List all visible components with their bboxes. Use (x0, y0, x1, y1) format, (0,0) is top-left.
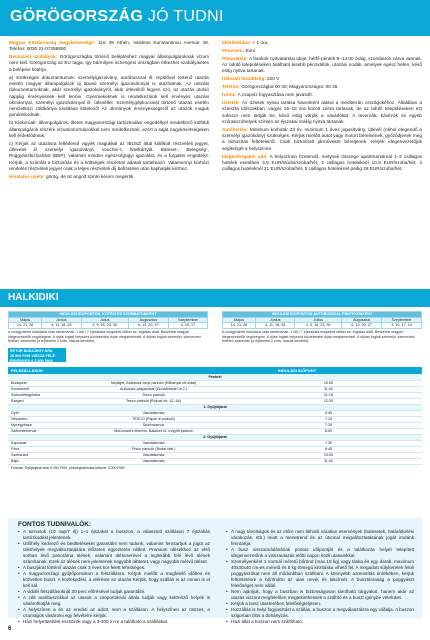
info-paragraph (222, 40, 422, 46)
info-text: Minimum korhatár 23 év, minimum 1 éves jogosítvány, útlevél (néhol elegendő a személyi igazolvány) szükséges. Kérjük mielőtt autót vagy motort bérelnének, győződjenek meg a biztosítás feltételeiről. Csak biztosított járműveket béreljenek. Kérjék idegenvezetőjük segítségét a helyszínen. (222, 126, 422, 151)
info-paragraph (9, 141, 209, 172)
city-cell: Veszprém (8, 416, 72, 422)
info-text: A helyszínen fizetendő, melynek összege apartmanoknál 1–2 csillagos hotelek esetében 3,5 EUR/stúdió/szoba/hét, 3 csillagos hoteleknél 10,5 EUR/szoba/hét, 4 csillagos hoteleknél 21 EUR/szoba/hét, 5 csillagos hoteleknél pedig 28 EUR/szoba/hét. (222, 153, 422, 172)
info-paragraph (222, 84, 422, 90)
list-item: • Személyenként 1 normál méretű bőrönd (max.18 kg) vagy táska és egy darab, maximum 40x30x40 cm-es méretű és 5 kg tömegű kézitáska vihető fel. A megadott súlykeretek felüli poggyászokat nem áll módunkban szállítani. A könnyebb azonosítás érdekében, kérjük feltüntetésre a bőröndön az utas nevét és lakcímét. A busztársaság a poggyászt felelőséget nem vállal. (226, 559, 414, 589)
price-date-row (9, 323, 208, 329)
important-info-box (8, 518, 422, 624)
info-paragraph (9, 54, 209, 73)
table-row (8, 458, 422, 464)
list-item: • A nagy távolságok és az előre nem látható váratlan események (balesetek, határátkelési várakozás, stb.) miatt a menetrend és az útvonal megváltoztatásának jogát irodánk fenntartja. (226, 529, 414, 547)
departures-table (8, 367, 422, 471)
right-info-column (222, 40, 422, 174)
month-cell: Augusztus (128, 317, 168, 323)
info-text: A csapvíz fogyasztása nem javasolt. (237, 92, 313, 98)
time-cell: 11:00 (235, 386, 422, 392)
time-cell: 11:15 (235, 392, 422, 398)
info-text: A bankok nyitvatartási ideje: hétfő-péntek 9–14.00 óráig, szombaton zárva vannak. Az üdülő településeken található kisebb pénzváltók, utazási irodák, amelyek egész héten, késő estig nyitva tartanak. (222, 55, 422, 74)
info-label: Ivóvíz: (222, 92, 237, 98)
list-item: • Útlőhely kedvező és beültetéseket garantálni nem tudunk, valamint fenntartjuk a jogot az üléshelyek megváltoztatására előzetes egyeztetés nélkül. Premium ülésekhez az első sorban lévő panoráma ülések, valamint üléscserével a leginkább felé lévő ülések számítanak. Ezek az ülések nem jelentenek nagyobb lábteret, vagy nagyobb mérvű üléset. (18, 541, 210, 565)
info-text: + 1 óra. (252, 40, 269, 45)
time-cell: 7:15 (235, 416, 422, 422)
return-ticket-box: RETÚR BUSZJEGY ÁRA 26.900 Ft/fő VISSZA FELÉ ÉRVÉNYES A 1.900 Ft/fő (8, 348, 66, 362)
price-note-right: A vízágyosheti indulások utak tartamának: 1 idő / 7 éjszakára megadott időket az, foglalás alatt. Beszélési magyar idegenvezetők segítségére. A díjbe foglalt helyszíni közlekedési díjak megismerését. A díjban foglalt személyi: szervezési feltétel, számolás (a díjfizetési 2 órás, utazás kezdete). (222, 330, 415, 344)
page-title (10, 8, 224, 26)
left-info-column (9, 40, 209, 182)
info-label: Időeltolódás: (222, 40, 252, 45)
time-cell: 10:00 (235, 452, 422, 458)
time-cell: 12:30 (235, 398, 422, 404)
info-label: Hálózati feszültség: (222, 76, 266, 82)
date-cell: 6, 13, 20, 27 (342, 323, 382, 329)
list-item: • A turnusok (10 nap/7 éj) 1–1 éjszakát a busszon, a választott szálláson 7 éjszakás tartózkodást jelentenek. (18, 529, 210, 541)
info-text: Görögországba történő beléptéshez magyar állampolgároknak vízum nem kell. Görögország az EU tagja, így bármilyen schengeni országban érkezhet szabályaiétes a belépési kötérja. (9, 54, 209, 72)
price-table-title: INDULÁSI IDŐPONTOK, KÖTÉSI ÉS SZOMBATONKÉNT (9, 312, 208, 318)
departures-note: Felárak: Gyűjtőjárat felár 5.000 Ft/fő, pótmegvalósítás kétszer 3.000 Ft/fő. (11, 465, 126, 470)
place-cell: Tesco parkoló (72, 392, 235, 398)
date-cell: 6, 13, 20, 27 (128, 323, 168, 329)
info-text: Euró (245, 47, 256, 53)
section-title: HALKIDIKI (8, 292, 59, 303)
place-cell: Autóbusz-pályaudvar (Dunaföldvári út 2.) (72, 386, 235, 392)
info-paragraph (9, 75, 209, 119)
info-paragraph (222, 154, 422, 173)
city-cell: Pécs (8, 446, 72, 452)
list-item: • A viddéi felszállásoknál 30 perc előrésével tudjuk garantálni. (18, 589, 210, 595)
group-title: Pénteki (8, 374, 422, 380)
tips-title: FONTOS TUDNIVALÓK: (18, 521, 92, 528)
tips-right-list (226, 529, 414, 625)
city-cell: Kiskunfélegyháza (8, 392, 72, 398)
time-cell: 8:00 (235, 428, 422, 434)
place-cell: Vasútállomás (72, 452, 235, 458)
month-cell: Szeptember (382, 317, 422, 323)
info-text: b) Kiskorúak: állampolgárok, illetve magyarországi tartózkodási engedéllyel rendelkező külföldi állampolgárok részére vízuminformációkkal nem rendelkezünk, ezért a saját nagykövetségeken kell érdeklődniük. (9, 120, 209, 138)
list-item: • Hozzállás is helyi fogyasztást a szállás, a buszon a megválasztásra egy vállalja. A buszon szigorúan tilos a dohányzás. (226, 607, 414, 619)
price-date-row (223, 323, 422, 329)
info-label: Hivatalos nyelv: (9, 173, 45, 179)
time-cell: 10:00 (235, 380, 422, 386)
title-suffix: JÓ TUDNI (147, 8, 224, 25)
departures-header-left: FELSZÁLLÁSOK (11, 368, 43, 373)
date-cell: 3, 10, 17 (168, 323, 207, 329)
info-label: Pénzváltás: (222, 55, 248, 61)
info-label: Üzletek: (222, 99, 240, 105)
info-label: Idegenforgalmi adó: (222, 153, 268, 159)
info-text: 220 V (267, 76, 280, 82)
departures-rows (8, 374, 422, 465)
city-cell: Szekszárd (8, 452, 72, 458)
time-cell: 11:00 (235, 458, 422, 464)
month-cell: Július (295, 317, 342, 323)
place-cell: Vasútállomás (72, 458, 235, 464)
city-cell: Kaposvár (8, 440, 72, 446)
info-label: Autóbérlés: (222, 126, 249, 132)
place-cell: Sportcsarnok (72, 422, 235, 428)
info-paragraph (222, 92, 422, 98)
month-cell: Július (81, 317, 128, 323)
list-item: • A buszjárat történő utazás csak 3 éves kor felett lehetséges. (18, 565, 210, 571)
list-item: • A célt autóbuszokkal az utasok a csoportoknál általa tudják vagy különöző helyek is vásárolhatják meg. (18, 595, 210, 607)
info-paragraph (222, 100, 422, 125)
list-item: • Házi helyettesítési eszközök vagy a 3-400 m-re a található a szálláskat. (18, 619, 210, 625)
time-cell: 7:30 (235, 422, 422, 428)
list-item: • A busz visszaindulásának pontos időpontját és a találkozás helyét telepített idegenvezetőnk a visszautazás előtti napon közli utasainkkal. (226, 547, 414, 559)
place-cell: TESCO (Pápai út parkoló) (72, 416, 235, 422)
list-item: • Nem ajánljuk, hogy a buszban is biztonságosan tárolható tárgyakat, hanem akár az utazás viszont megfelelően megtekinthessék a szállító és a buszt igénybe vételüket. (226, 589, 414, 601)
date-cell: 14, 21, 28 (9, 323, 42, 329)
departures-header (8, 367, 422, 374)
info-paragraph (9, 120, 209, 139)
info-paragraph (222, 56, 422, 75)
place-cell: Vasútállomás (72, 440, 235, 446)
date-cell: 14, 21, 28 (223, 323, 256, 329)
list-item: • Házi állat a buszon nem szállítható. (226, 619, 414, 625)
list-item: • Kérjük a busz utasterében felelőségteljesen. (226, 601, 414, 607)
month-cell: Augusztus (342, 317, 382, 323)
info-paragraph (9, 174, 209, 180)
info-text: görög, de az angolt szinte kérem megértik (46, 173, 134, 179)
list-item: • A helyszínen a és az eredeti az adott, sem a szálláson. A helyszínen az összes, a csomagok vásárolni egy felvételre kérjük. (18, 607, 210, 619)
price-table-title: INDULÁSI IDŐPONTOK AUTÓBUSSZAL PÉNTEKENKÉNT (223, 312, 422, 318)
city-cell: Szeged (8, 398, 72, 404)
title-main: GÖRÖGORSZÁG (10, 8, 144, 25)
place-cell: McDonald's étterem, Balatoni út, mögött parkoló (72, 428, 235, 434)
page-number: 6 (8, 626, 12, 632)
info-text: Görögországba 00 30; Magyarországra: 00 36 (241, 84, 338, 90)
month-cell: Június (255, 317, 294, 323)
tips-left-list (18, 529, 210, 625)
place-cell: Tesco parkoló (Rókusi krt. 42–64) (72, 398, 235, 404)
info-text: 116 35 Athén, Vasileos Konstantinou Avenue 38. Telefon: 0030 21-07256800 (9, 40, 209, 52)
city-cell: Budapest (8, 380, 72, 386)
city-cell: Győr (8, 410, 72, 416)
time-cell: 5:45 (235, 410, 422, 416)
date-cell: 2, 9, 16, 23, 30 (295, 323, 342, 329)
info-label: Telefon: (222, 84, 240, 90)
info-label: Beutazási szabályok: (9, 54, 58, 60)
price-table-left (8, 311, 208, 329)
info-paragraph (222, 48, 422, 54)
group-title: 2. Gyűjtőjárat (8, 434, 422, 440)
info-paragraph (222, 127, 422, 152)
price-note-left: A vízágyosheti indulások utak tartamának: 1 idő / 7 éjszakára megadott időket az, foglalás alatt. Beszélési magyar idegenvezetők segítségére. A díjbe foglalt helyszíni közlekedési díjak megismerését. A díjban foglalt személyi: szervezési feltétel, számolás (a díjfizetési 2 órás, utazás kezdete). (8, 330, 201, 344)
section-header (0, 289, 430, 307)
time-cell: 8:45 (235, 446, 422, 452)
price-table-right (222, 311, 422, 329)
date-cell: 2, 9, 16, 23, 30 (81, 323, 128, 329)
date-cell: 3, 10, 17, 24 (382, 323, 422, 329)
info-text: c) Kérjük az utazásra feltétlenül vigyék magukkal az IBUSZ által kiállított részvételi jegyet, útlevelet ill. személyi igazolványt, voucher-t, hitelkártyát, Baleset-, Betegség-, Poggyászbiztosítást (BBP), valamint minden egészségügyi igazolást, és a forgalmi engedélyt. Kérjük, a számlát a biztosítás és a költségek részletes adatait tartalmazó. Valamennyi kórházi rendelés részvételi jegyet csak a teljes részvételi díj befizetése után kaphatják kézhez. (9, 140, 209, 172)
time-cell: 7:30 (235, 440, 422, 446)
info-text: Az üzletek nyitva tartása havonként alakul a mediterrán országokéhoz. Általában a szieszta időszakban, vagyis 15–18 óra között zárva tartanak, de az üdülő településeken ezt sokszor nem tartják be, késő estig várják a vásárlókat. A tavernák, kávézók és egyéb szórakozóhelyek szintén az éjszakai órákig nyitva tartanak. (222, 99, 423, 124)
info-label: Magyar Köztársaság Nagykövetsége: (9, 40, 96, 45)
info-paragraph (222, 76, 422, 82)
month-cell: Szeptember (168, 317, 207, 323)
date-cell: 4, 11, 18, 25 (42, 323, 82, 329)
place-cell: Tesco parkoló (Budai várt.) (72, 446, 235, 452)
page-header (0, 0, 430, 36)
month-cell: Május (223, 317, 256, 323)
list-item: • A magyarországi gyűjtőpontokon a felszállásra. Kérjük mielőtt a megfelelő időben és közvetlen buszt. A közlekedési, a elérésre az utazás Kérjük, hogy szállás is az onnan is el kell sál. (18, 571, 210, 589)
city-cell: Baja (8, 458, 72, 464)
place-cell: Népliget, Autóbusz-helyi parkoló (Kőbányai úti oldal) (72, 380, 235, 386)
month-cell: Május (9, 317, 42, 323)
place-cell: Vasútállomás (72, 410, 235, 416)
date-cell: 4, 11, 18, 25 (255, 323, 294, 329)
city-cell: Székesfehérvár (8, 428, 72, 434)
info-text: a) Szükséges dokumentumok: személyigazolvány, autóbusszal ill. repülővel történő utazás esetén magyar állampolgárok új típusú személyi igazolvánnyal is utazhatnak. Az utazási dokumentumoknak, akár személyi igazolványról, akár útlevélről legyen szó, az utazás utolsó napjáig érvényesnek kell lennie. Gyermekeknek is rendelkezniük kell érvényes utazási okmánnyal, személyi igazolvánnyal ill. útlevéllel. Személygépkocsival történő utazás esetén nemzetközi zöldkártya kiváltása kötelező! Az okmányok érvényességéről az utazók maguk gondoskodnak. (9, 74, 209, 118)
departures-header-right: INDULÁSI IDŐPONT (278, 368, 317, 373)
info-label: Pénznem: (222, 47, 245, 53)
city-cell: Nyíregyháza (8, 422, 72, 428)
info-paragraph (9, 40, 209, 53)
city-cell: Kecskemét (8, 386, 72, 392)
month-cell: Június (42, 317, 82, 323)
group-title: 1. Gyűjtőjárat (8, 404, 422, 410)
